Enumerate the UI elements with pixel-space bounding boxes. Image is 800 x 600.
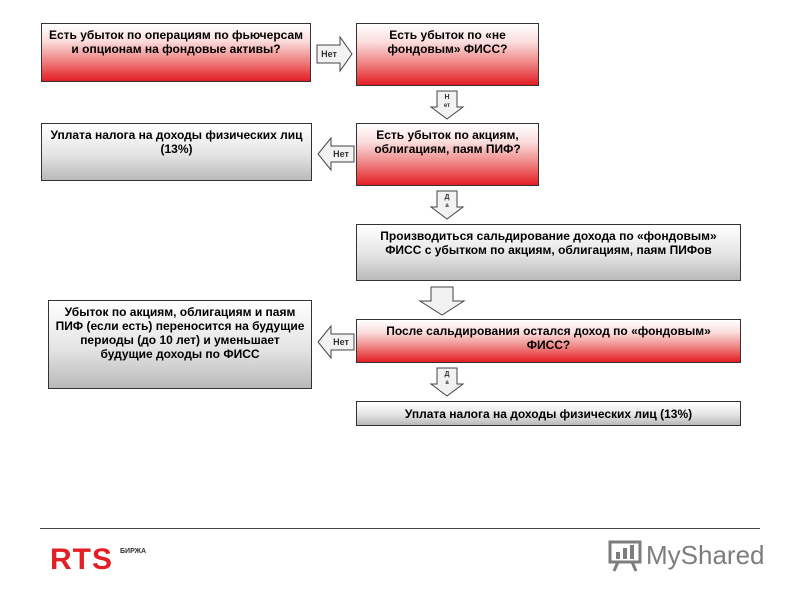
presentation-board-icon [608, 540, 642, 572]
carry-forward-text: Убыток по акциям, облигациям и паям ПИФ (если есть) переносится на будущие периоды (до 10 лет) и уменьшает будущие доходы по ФИСС [55, 305, 305, 361]
footer-divider [40, 528, 760, 529]
rts-logo [50, 543, 170, 577]
arrow-down-yes [430, 367, 464, 397]
arrow-label-no: Нет [333, 337, 349, 347]
arrow-label-no-1: Н [444, 94, 450, 101]
question-box-futures-options [41, 23, 311, 82]
question-text: Есть убыток по «не фондовым» ФИСС? [387, 28, 508, 56]
rts-logo-text: RTS [50, 543, 113, 576]
tax-box-1 [41, 123, 312, 181]
question-text: Есть убыток по операциям по фьючерсам и опционам на фондовые активы? [48, 28, 304, 56]
question-box-non-stock-fiss [356, 23, 539, 86]
rts-logo-subtext: БИРЖА [120, 548, 147, 555]
question-text: После сальдирования остался доход по «фондовым» ФИСС? [386, 324, 711, 352]
arrow-label-no-2: ет [443, 103, 451, 109]
myshared-logo-text: MyShared [646, 540, 765, 570]
arrow-label-no: Нет [321, 49, 337, 59]
question-box-stocks-bonds [356, 123, 539, 186]
arrow-label-yes-1: Д [444, 371, 450, 378]
tax-text: Уплата налога на доходы физических лиц (13%) [404, 406, 693, 421]
process-box-netting [356, 224, 741, 281]
arrow-down [419, 286, 465, 316]
arrow-left-no [317, 325, 355, 359]
arrow-label-yes-2: а [445, 203, 449, 209]
carry-forward-box [48, 300, 312, 389]
tax-text: Уплата налога на доходы физических лиц (13%) [50, 128, 303, 156]
question-text: Есть убыток по акциям, облигациям, паям ПИФ? [374, 128, 521, 156]
myshared-logo [608, 536, 778, 576]
question-box-remaining-income [356, 319, 741, 363]
arrow-right-no [316, 36, 354, 72]
arrow-label-yes-2: а [445, 380, 449, 386]
arrow-left-no [317, 137, 355, 171]
arrow-down-yes [430, 190, 464, 220]
arrow-down-no [430, 90, 464, 120]
tax-box-2 [356, 401, 741, 426]
arrow-label-yes-1: Д [444, 194, 450, 201]
arrow-label-no: Нет [333, 149, 349, 159]
process-text: Производиться сальдирование дохода по «фондовым» ФИСС с убытком по акциям, облигациям, паям ПИФов [380, 229, 717, 257]
